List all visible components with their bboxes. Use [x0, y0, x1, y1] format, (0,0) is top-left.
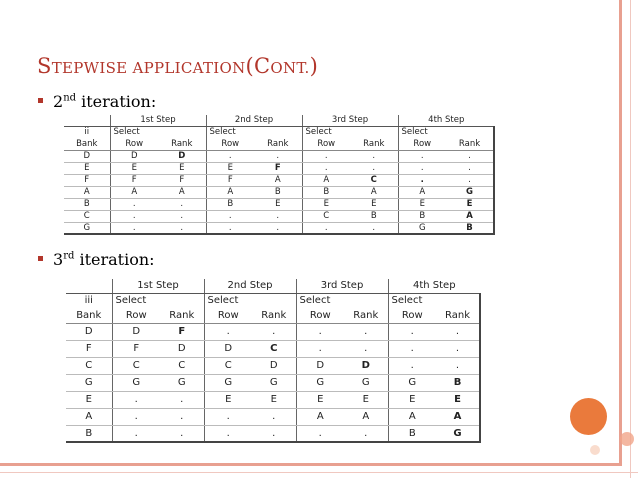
select-row-cell: . — [302, 162, 350, 174]
select-row-cell: C — [302, 210, 350, 222]
rank-cell: . — [446, 174, 494, 186]
bank-cell: E — [66, 391, 112, 408]
rank-header: Rank — [158, 138, 206, 150]
rank-cell: G — [436, 425, 480, 442]
bullet-suffix: rd — [63, 250, 75, 262]
bank-cell: D — [66, 323, 112, 340]
bank-cell: C — [66, 357, 112, 374]
rank-cell: . — [446, 162, 494, 174]
rank-cell: . — [252, 408, 296, 425]
rank-cell: E — [254, 198, 302, 210]
title-letter: S — [37, 54, 52, 78]
step-header: 3rd Step — [302, 115, 398, 126]
select-row-cell: . — [110, 222, 158, 234]
rank-cell: F — [158, 174, 206, 186]
select-row-cell: A — [388, 408, 436, 425]
step-header: 3rd Step — [296, 279, 388, 293]
select-row-cell: . — [388, 340, 436, 357]
second-iteration-table — [64, 115, 495, 235]
select-header: Select — [204, 293, 252, 308]
rank-header: Rank — [446, 138, 494, 150]
bullet-second-iteration — [38, 92, 156, 111]
bank-cell: B — [66, 425, 112, 442]
slide-title — [37, 54, 318, 78]
rank-cell: G — [160, 374, 204, 391]
step-header: 2nd Step — [206, 115, 302, 126]
select-row-cell: . — [302, 150, 350, 162]
blank-header-cell — [446, 126, 494, 138]
bullet-text: iteration: — [79, 250, 155, 269]
table-row — [66, 374, 480, 391]
row-header: Row — [110, 138, 158, 150]
select-row-cell: . — [302, 222, 350, 234]
bank-cell: A — [64, 186, 110, 198]
title-smallcaps-ont: ONT. — [270, 59, 310, 77]
bank-cell: G — [66, 374, 112, 391]
row-header: Row — [204, 308, 252, 323]
bank-cell: C — [64, 210, 110, 222]
rank-cell: E — [344, 391, 388, 408]
rank-cell: A — [350, 186, 398, 198]
select-row-cell: . — [296, 425, 344, 442]
tiny-circle-decoration — [590, 445, 600, 455]
title-letter-c: C — [254, 54, 271, 78]
select-row-cell: D — [112, 323, 160, 340]
title-paren-close: ) — [309, 54, 319, 78]
bullet-text: iteration: — [81, 92, 157, 111]
rank-cell: . — [158, 210, 206, 222]
third-iteration-table — [66, 279, 481, 443]
rank-cell: . — [160, 391, 204, 408]
rank-cell: B — [254, 186, 302, 198]
select-row-cell: E — [204, 391, 252, 408]
rank-cell: . — [254, 210, 302, 222]
bank-cell: A — [66, 408, 112, 425]
select-row-cell: E — [296, 391, 344, 408]
select-row-cell: B — [388, 425, 436, 442]
iteration-corner-label: ii — [84, 127, 90, 138]
rank-cell: . — [344, 323, 388, 340]
row-header: Row — [398, 138, 446, 150]
rank-cell: . — [160, 425, 204, 442]
bank-cell: F — [66, 340, 112, 357]
select-row-cell: G — [204, 374, 252, 391]
rank-cell: A — [436, 408, 480, 425]
select-row-cell: E — [110, 162, 158, 174]
rank-header: Rank — [344, 308, 388, 323]
bank-cell: D — [64, 150, 110, 162]
rank-cell: A — [446, 210, 494, 222]
rank-cell: . — [254, 222, 302, 234]
corner-blank-cell — [64, 115, 110, 126]
rank-cell: D — [252, 357, 296, 374]
table-row — [64, 186, 494, 198]
select-row-cell: . — [204, 408, 252, 425]
select-row-cell: . — [206, 222, 254, 234]
rank-cell: . — [254, 150, 302, 162]
step-header: 1st Step — [110, 115, 206, 126]
table-row — [64, 198, 494, 210]
orange-circle-decoration — [570, 398, 607, 435]
rank-cell: A — [254, 174, 302, 186]
rank-cell: C — [350, 174, 398, 186]
iteration-corner-label: iii — [84, 295, 93, 307]
select-row-cell: A — [206, 186, 254, 198]
select-row-cell: E — [398, 198, 446, 210]
small-circle-decoration — [620, 432, 634, 446]
row-header: Row — [296, 308, 344, 323]
table-row — [64, 162, 494, 174]
select-row-cell: G — [398, 222, 446, 234]
table-row — [66, 408, 480, 425]
rank-cell: . — [436, 323, 480, 340]
step-header: 2nd Step — [204, 279, 296, 293]
bank-cell: F — [64, 174, 110, 186]
bank-cell: B — [64, 198, 110, 210]
bullet-ordinal: 3 — [53, 250, 64, 269]
rank-cell: A — [344, 408, 388, 425]
table-row — [64, 222, 494, 234]
title-paren: ( — [245, 54, 255, 78]
row-header: Row — [388, 308, 436, 323]
table-row — [66, 340, 480, 357]
step-header: 1st Step — [112, 279, 204, 293]
select-row-cell: . — [388, 357, 436, 374]
select-header: Select — [206, 126, 254, 138]
select-row-cell: . — [204, 323, 252, 340]
rank-cell: D — [160, 340, 204, 357]
select-row-cell: . — [296, 340, 344, 357]
rank-cell: . — [160, 408, 204, 425]
select-row-cell: . — [398, 162, 446, 174]
rank-header: Rank — [252, 308, 296, 323]
blank-header-cell — [160, 293, 204, 308]
select-row-cell: A — [110, 186, 158, 198]
rank-cell: . — [252, 425, 296, 442]
rank-cell: . — [158, 222, 206, 234]
select-row-cell: . — [398, 150, 446, 162]
select-row-cell: . — [112, 425, 160, 442]
table-row — [66, 425, 480, 442]
select-row-cell: . — [206, 210, 254, 222]
rank-cell: . — [252, 323, 296, 340]
title-smallcaps: TEPWISE APPLICATION — [51, 59, 246, 77]
table-row — [66, 323, 480, 340]
rank-cell: E — [350, 198, 398, 210]
table-row — [64, 174, 494, 186]
rank-cell: A — [158, 186, 206, 198]
row-header: Row — [302, 138, 350, 150]
rank-cell: E — [252, 391, 296, 408]
select-row-cell: . — [110, 198, 158, 210]
rank-cell: E — [436, 391, 480, 408]
select-row-cell: F — [206, 174, 254, 186]
bank-cell: E — [64, 162, 110, 174]
select-row-cell: B — [302, 186, 350, 198]
select-header: Select — [112, 293, 160, 308]
rank-cell: B — [446, 222, 494, 234]
rank-cell: . — [446, 150, 494, 162]
select-row-cell: E — [206, 162, 254, 174]
select-row-cell: A — [398, 186, 446, 198]
blank-header-cell — [158, 126, 206, 138]
table-row — [66, 357, 480, 374]
rank-cell: . — [344, 340, 388, 357]
table-row — [66, 391, 480, 408]
rank-cell: C — [252, 340, 296, 357]
rank-cell: . — [158, 198, 206, 210]
rank-cell: . — [436, 357, 480, 374]
select-row-cell: G — [296, 374, 344, 391]
rank-header: Rank — [350, 138, 398, 150]
select-row-cell: F — [112, 340, 160, 357]
bullet-square-icon — [38, 256, 43, 261]
blank-header-cell — [252, 293, 296, 308]
rank-cell: G — [252, 374, 296, 391]
row-header: Row — [206, 138, 254, 150]
rank-cell: C — [160, 357, 204, 374]
blank-header-cell — [344, 293, 388, 308]
select-row-cell: A — [302, 174, 350, 186]
select-header: Select — [296, 293, 344, 308]
table-row — [64, 150, 494, 162]
rank-cell: . — [344, 425, 388, 442]
rank-header: Rank — [160, 308, 204, 323]
rank-cell: . — [436, 340, 480, 357]
select-row-cell: E — [302, 198, 350, 210]
select-row-cell: G — [112, 374, 160, 391]
select-header: Select — [398, 126, 446, 138]
rank-cell: F — [160, 323, 204, 340]
blank-header-cell — [350, 126, 398, 138]
bullet-suffix: nd — [63, 92, 77, 104]
select-row-cell: B — [206, 198, 254, 210]
rank-cell: D — [344, 357, 388, 374]
select-row-cell: E — [388, 391, 436, 408]
select-row-cell: . — [206, 150, 254, 162]
blank-header-cell — [254, 126, 302, 138]
rank-cell: E — [446, 198, 494, 210]
step-header: 4th Step — [398, 115, 494, 126]
select-row-cell: . — [110, 210, 158, 222]
select-row-cell: F — [110, 174, 158, 186]
rank-cell: F — [254, 162, 302, 174]
select-row-cell: D — [110, 150, 158, 162]
select-row-cell: C — [112, 357, 160, 374]
select-row-cell: B — [398, 210, 446, 222]
rank-cell: B — [350, 210, 398, 222]
rank-cell: . — [350, 162, 398, 174]
rank-cell: D — [158, 150, 206, 162]
select-row-cell: C — [204, 357, 252, 374]
select-row-cell: . — [112, 391, 160, 408]
select-row-cell: . — [204, 425, 252, 442]
select-row-cell: D — [204, 340, 252, 357]
rank-header: Rank — [436, 308, 480, 323]
rank-cell: B — [436, 374, 480, 391]
rank-cell: G — [344, 374, 388, 391]
bullet-third-iteration — [38, 250, 155, 269]
corner-blank-cell — [66, 279, 112, 293]
bank-header: Bank — [66, 308, 112, 323]
bank-header: Bank — [64, 138, 110, 150]
rank-header: Rank — [254, 138, 302, 150]
bank-cell: G — [64, 222, 110, 234]
select-row-cell: . — [388, 323, 436, 340]
rank-cell: G — [446, 186, 494, 198]
rank-cell: E — [158, 162, 206, 174]
slide-edge-line — [630, 0, 631, 478]
select-row-cell: . — [398, 174, 446, 186]
select-row-cell: . — [296, 323, 344, 340]
select-header: Select — [302, 126, 350, 138]
step-header: 4th Step — [388, 279, 480, 293]
select-row-cell: D — [296, 357, 344, 374]
blank-header-cell — [436, 293, 480, 308]
bullet-ordinal: 2 — [53, 92, 64, 111]
select-row-cell: A — [296, 408, 344, 425]
table-row — [64, 210, 494, 222]
select-header: Select — [388, 293, 436, 308]
rank-cell: . — [350, 222, 398, 234]
slide-bottom-line — [0, 472, 638, 473]
select-row-cell: G — [388, 374, 436, 391]
select-row-cell: . — [112, 408, 160, 425]
row-header: Row — [112, 308, 160, 323]
rank-cell: . — [350, 150, 398, 162]
select-header: Select — [110, 126, 158, 138]
bullet-square-icon — [38, 98, 43, 103]
